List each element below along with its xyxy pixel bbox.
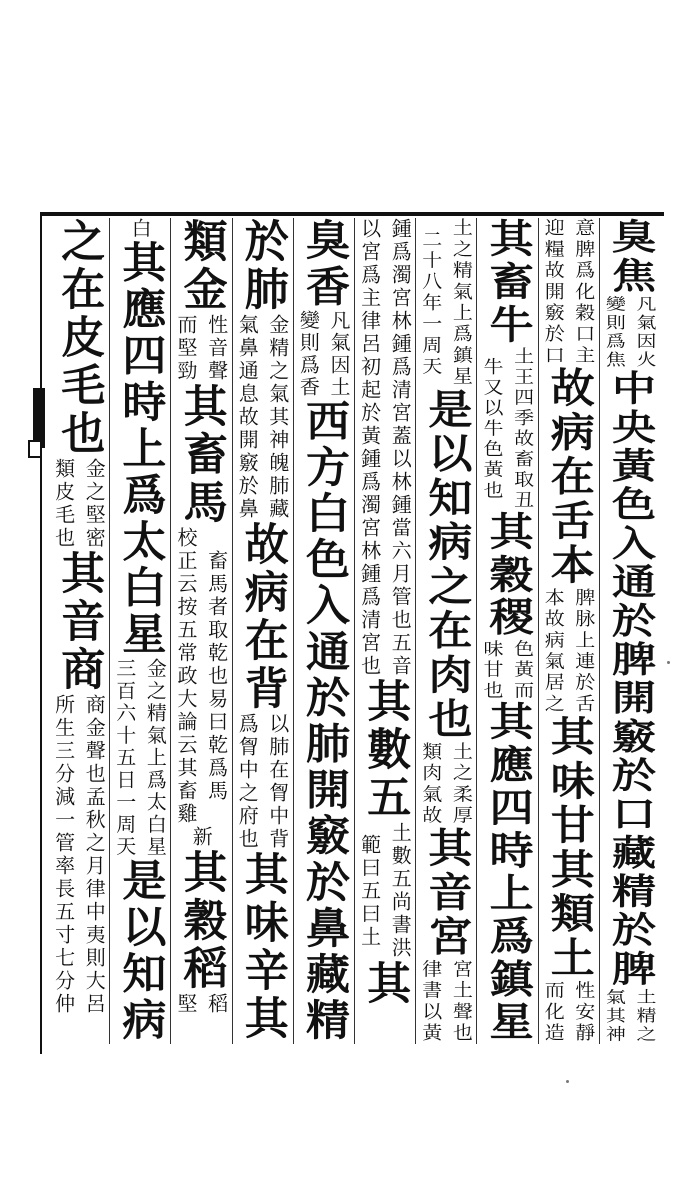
annotation-note xyxy=(232,713,293,851)
stain-dot xyxy=(566,1080,569,1083)
annotation-line: 意脾爲化穀口主 xyxy=(571,218,596,367)
annotation-line: 所生三分減一管率長五寸七分仲 xyxy=(51,694,76,1016)
annotation-line: 土之柔厚 xyxy=(449,741,474,827)
annotation-line: 以宮爲主律呂初起於黃鍾爲濁宮林鍾爲清宮也 xyxy=(357,218,382,678)
annotation-line: 二十八年一周天 xyxy=(418,228,443,378)
annotation-line: 爲胷中之府也 xyxy=(235,713,260,851)
annotation-line: 畜馬者取乾也易曰乾爲馬 xyxy=(204,550,229,803)
main-text: 其音宮 xyxy=(420,826,472,960)
main-text: 其穀稷 xyxy=(481,510,533,640)
main-text: 其數五 xyxy=(359,678,411,822)
annotation-line: 範曰五曰土 xyxy=(357,833,382,949)
text-column xyxy=(293,218,354,1044)
column-rule xyxy=(538,218,539,1044)
stain-dot xyxy=(667,661,670,664)
text-column xyxy=(538,218,599,1044)
main-text: 其味甘其類土 xyxy=(542,714,594,981)
annotation-note xyxy=(415,959,476,1044)
annotation-line: 牛又以牛色黃也 xyxy=(479,356,504,501)
column-rule xyxy=(293,218,294,1044)
annotation-line: 味甘也 xyxy=(479,639,504,702)
main-text: 其畜牛 xyxy=(481,218,533,347)
main-text: 其應四時上爲鎮星 xyxy=(481,701,533,1044)
annotation-note xyxy=(170,527,231,826)
annotation-line: 金之精氣上爲太白星 xyxy=(143,658,168,859)
spine-edge xyxy=(33,388,45,448)
annotation-note xyxy=(293,310,354,398)
annotation-line: 性安靜 xyxy=(571,980,596,1044)
main-text: 其音商 xyxy=(53,550,105,694)
main-text: 其穀稻 xyxy=(175,849,227,993)
annotation-line: 土精之 xyxy=(632,988,657,1044)
fold-mark xyxy=(28,440,42,458)
main-text: 臭焦 xyxy=(603,218,655,296)
main-text: 其應四時上爲太白星 xyxy=(114,240,166,659)
main-text: 其 xyxy=(359,960,411,1008)
column-rule xyxy=(232,218,233,1044)
column-rule xyxy=(476,218,477,1044)
text-column xyxy=(48,218,109,1044)
annotation-note xyxy=(170,993,231,1016)
annotation-note xyxy=(538,588,599,715)
column-rule xyxy=(599,218,600,1044)
text-column xyxy=(415,218,476,1044)
annotation-note xyxy=(599,295,660,369)
annotation-line: 校正云按五常政大論云其畜雞 xyxy=(173,527,198,826)
annotation-line: 凡氣因土 xyxy=(326,310,351,399)
main-text: 其畜馬 xyxy=(175,383,227,527)
main-text: 中央黃色入通於脾開竅於口藏精於脾 xyxy=(603,369,655,989)
annotation-line: 本故病氣居之 xyxy=(541,587,566,715)
text-column xyxy=(232,218,293,1044)
annotation-line: 律書以黃 xyxy=(418,959,443,1044)
annotation-line: 三百六十五日一周天 xyxy=(112,658,137,859)
annotation-line: 凡氣因火 xyxy=(632,295,657,370)
annotation-line: 堅 xyxy=(173,993,198,1016)
text-column xyxy=(599,218,660,1044)
main-text: 於肺 xyxy=(236,218,288,314)
annotation-line: 金精之氣其神魄肺藏 xyxy=(265,314,290,521)
text-column xyxy=(476,218,537,1044)
annotation-line: 變則爲香 xyxy=(296,310,321,399)
main-text: 是以知病 xyxy=(114,858,166,1044)
annotation-line: 鍾爲濁宮林鍾爲清宮蓋以林鍾當六月管也五音 xyxy=(388,218,413,678)
annotation-line: 脾脉上連於舌 xyxy=(571,587,596,715)
annotation-note xyxy=(476,639,537,701)
annotation-line: 而堅勁 xyxy=(173,314,198,383)
annotation-line: 類肉氣故 xyxy=(418,741,443,827)
column-rule xyxy=(109,218,110,1044)
main-text: 其味辛其 xyxy=(236,851,288,1043)
annotation-line: 氣鼻通息故開竅於鼻 xyxy=(235,314,260,521)
annotation-line: 土數五尚書洪 xyxy=(388,822,413,960)
annotation-note xyxy=(415,218,476,388)
annotation-note xyxy=(48,458,109,550)
main-text: 故病在舌本 xyxy=(542,366,594,588)
annotation-line: 白 xyxy=(128,218,153,241)
annotation-line: 性音聲 xyxy=(204,314,229,383)
annotation-line: 色黃而 xyxy=(510,639,535,702)
annotation-line: 土王四季故畜取丑 xyxy=(510,346,535,511)
annotation-note xyxy=(599,988,660,1044)
column-rule xyxy=(354,218,355,1044)
text-column xyxy=(170,218,231,1044)
annotation-line: 類皮毛也 xyxy=(51,458,76,550)
annotation-line: 金之堅密 xyxy=(82,458,107,550)
annotation-line: 土之精氣上爲鎮星 xyxy=(449,218,474,388)
main-text: 是以知病之在肉也 xyxy=(420,387,472,742)
annotation-note xyxy=(170,826,231,849)
annotation-line: 以肺在胷中背 xyxy=(265,713,290,851)
main-text: 臭香 xyxy=(297,218,349,311)
annotation-line: 稻 xyxy=(204,993,229,1016)
text-column xyxy=(109,218,170,1044)
annotation-line: 而化造 xyxy=(541,980,566,1044)
annotation-note xyxy=(354,218,415,678)
annotation-note xyxy=(109,218,170,240)
column-rule xyxy=(415,218,416,1044)
annotation-line: 氣其神 xyxy=(602,988,627,1044)
main-text: 西方白色入通於肺開竅於鼻藏精 xyxy=(297,398,349,1044)
annotation-note xyxy=(170,314,231,383)
annotation-note xyxy=(354,822,415,960)
main-text: 類金 xyxy=(175,218,227,314)
annotation-note xyxy=(109,658,170,858)
annotation-note xyxy=(538,218,599,366)
annotation-note xyxy=(415,742,476,827)
column-rule xyxy=(170,218,171,1044)
annotation-line: 迎糧故開竅於口 xyxy=(541,218,566,367)
annotation-line: 新 xyxy=(189,826,214,849)
text-column xyxy=(354,218,415,1044)
annotation-line: 變則爲焦 xyxy=(602,295,627,370)
main-text: 之在皮毛也 xyxy=(53,218,105,458)
annotation-note xyxy=(48,694,109,1016)
main-text: 故病在背 xyxy=(236,521,288,713)
annotation-note xyxy=(538,980,599,1044)
annotation-note xyxy=(476,347,537,511)
annotation-line: 商金聲也孟秋之月律中夷則大呂 xyxy=(82,694,107,1016)
annotation-note xyxy=(232,314,293,521)
annotation-line: 宮土聲也 xyxy=(449,959,474,1044)
